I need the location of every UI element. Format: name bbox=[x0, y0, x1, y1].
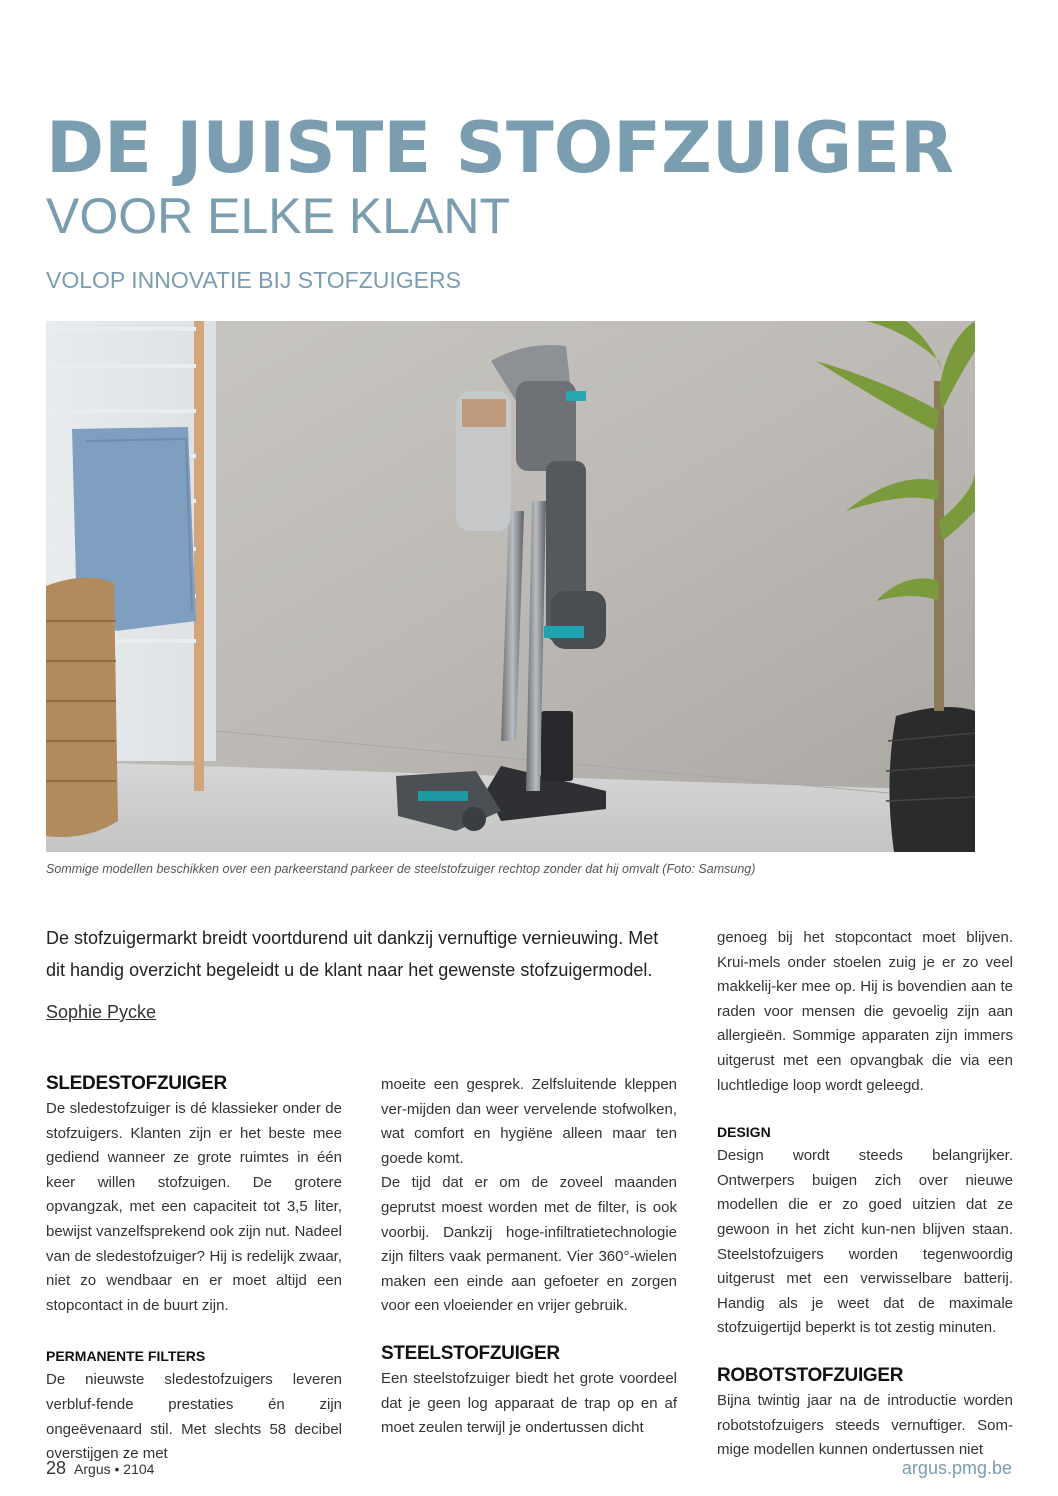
kicker: VOLOP INNOVATIE BIJ STOFZUIGERS bbox=[46, 267, 461, 293]
paragraph-filters-continued: moeite een gesprek. Zelfsluitende kleppen ver-mijden dan weer vervelende stofwolken, wat comfort en hygiëne alleen maar ten goede komt. bbox=[381, 1076, 677, 1167]
paragraph-steelstofzuiger-continued: genoeg bij het stopcontact moet blijven. Krui-mels onder stoelen zuig je er zo veel makkelij-ker mee op. Hij is bovendien aan te raden voor mensen die gevoelig zijn aan allergieën. Sommige apparaten zijn immers uitgerust met een opvangbak die via een luchtledige loop wordt geleegd. bbox=[717, 929, 1013, 1094]
heading-design: DESIGN bbox=[717, 1124, 771, 1141]
paragraph-steelstofzuiger: Een steelstofzuiger biedt het grote voordeel dat je geen log apparaat de trap op en af moet zeulen terwijl je ondertussen dicht bbox=[381, 1369, 677, 1437]
website-link[interactable]: argus.pmg.be bbox=[901, 1458, 1012, 1478]
lead-paragraph: De stofzuigermarkt breidt voortdurend uit dankzij vernuftige vernieuwing. Met dit handig overzicht begeleidt u de klant naar het gewenste stofzuigermodel. bbox=[46, 928, 659, 980]
column-1 bbox=[46, 1071, 342, 1467]
heading-robotstofzuiger: ROBOTSTOFZUIGER bbox=[717, 1364, 904, 1386]
column-3 bbox=[717, 926, 1013, 1463]
headline: DE JUISTE STOFZUIGER bbox=[46, 107, 954, 189]
page-number: 28 bbox=[46, 1458, 67, 1478]
heading-sledestofzuiger: SLEDESTOFZUIGER bbox=[46, 1073, 227, 1094]
author-byline: Sophie Pycke bbox=[46, 1002, 157, 1022]
heading-steelstofzuiger: STEELSTOFZUIGER bbox=[381, 1342, 560, 1364]
headline-sub: VOOR ELKE KLANT bbox=[46, 188, 511, 244]
magazine-issue: Argus • 2104 bbox=[74, 1461, 155, 1477]
paragraph-robotstofzuiger: Bijna twintig jaar na de introductie worden robotstofzuigers steeds vernuftiger. Som-mige modellen kunnen ondertussen niet bbox=[717, 1391, 1013, 1459]
heading-permanente-filters: PERMANENTE FILTERS bbox=[46, 1348, 206, 1365]
photo-caption: Sommige modellen beschikken over een parkeerstand parkeer de steelstofzuiger rechtop zonder dat hij omvalt (Foto: Samsung) bbox=[46, 862, 756, 876]
paragraph-filters-permanent: De tijd dat er om de zoveel maanden geprutst moest worden met de filter, is ook voorbij. Dankzij hoge-infiltratietechnologie zijn filters vaak permanent. Vier 360°-wielen maken een einde aan gefoeter en zorgen voor een vloeiender en vrijer gebruik. bbox=[381, 1174, 677, 1315]
paragraph-permanente-filters: De nieuwste sledestofzuigers leveren verbluf-fende prestaties én zijn ongeëvenaard stil. Met slechts 58 decibel overstijgen ze met bbox=[46, 1371, 342, 1463]
column-2 bbox=[381, 1073, 677, 1441]
article-photo bbox=[46, 321, 975, 852]
paragraph-sledestofzuiger: De sledestofzuiger is dé klassieker onder de stofzuigers. Klanten zijn er het beste mee gediend wanneer ze grote ruimtes in één keer willen stofzuigen. De grotere opvangzak, met een capaciteit tot 3,5 liter, bewijst vanzelfsprekend ook zijn nut. Nadeel van de sledestofzuiger? Hij is redelijk zwaar, niet zo wendbaar en er moet altijd een stopcontact in de buurt zijn. bbox=[46, 1100, 342, 1314]
footer-left bbox=[46, 1458, 154, 1479]
paragraph-design: Design wordt steeds belangrijker. Ontwerpers buigen zich over nieuwe modellen die er zo goed uitzien dat ze gewoon in het zicht kun-nen blijven staan. Steelstofzuigers worden tegenwoordig uitgerust met een verwisselbare batterij. Handig als je weet dat de maximale stofzuigertijd beperkt is tot zestig minuten. bbox=[717, 1147, 1013, 1337]
